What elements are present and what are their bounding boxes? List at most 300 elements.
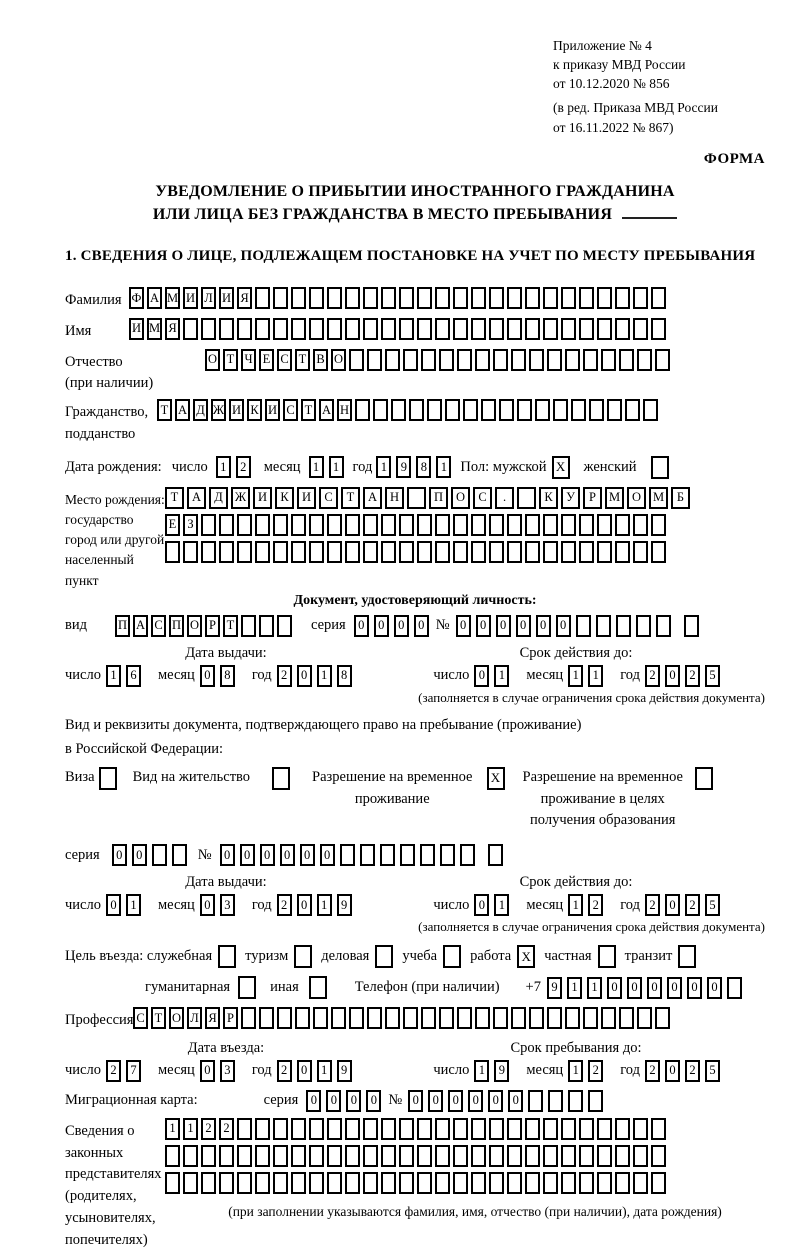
- char-cell: [651, 318, 666, 340]
- citizenship-cells: [157, 399, 661, 421]
- residence-issue-day-cells: [106, 894, 146, 916]
- char-cell: [579, 287, 594, 309]
- char-cell: О: [451, 487, 470, 509]
- char-cell: [493, 349, 508, 371]
- char-cell: М: [147, 318, 162, 340]
- char-cell: 3: [220, 894, 235, 916]
- id-issue-group: [65, 665, 357, 687]
- title-blank-line: [622, 205, 677, 219]
- residence-permit-checkbox: [272, 767, 290, 790]
- char-cell: [529, 1007, 544, 1029]
- entry-dates-row: [65, 1060, 765, 1082]
- char-cell: [183, 1145, 198, 1167]
- char-cell: [327, 287, 342, 309]
- char-cell: [309, 514, 324, 536]
- char-cell: 0: [428, 1090, 443, 1112]
- char-cell: [255, 287, 270, 309]
- char-cell: [633, 1118, 648, 1140]
- char-cell: [471, 287, 486, 309]
- id-expiry-month-cells: [568, 665, 608, 687]
- char-cell: [237, 541, 252, 563]
- purpose-private-checkbox: [598, 945, 616, 968]
- char-cell: [597, 541, 612, 563]
- purpose-official-checkbox: [218, 945, 236, 968]
- char-cell: [553, 399, 568, 421]
- forma-label: ФОРМА: [703, 150, 765, 167]
- residence-series-cells: [112, 844, 192, 866]
- char-cell: [255, 1145, 270, 1167]
- char-cell: [489, 287, 504, 309]
- char-cell: [295, 1007, 310, 1029]
- char-cell: 2: [645, 1060, 660, 1082]
- char-cell: [453, 541, 468, 563]
- char-cell: 0: [667, 977, 682, 999]
- char-cell: [579, 318, 594, 340]
- char-cell: 8: [337, 665, 352, 687]
- char-cell: [399, 287, 414, 309]
- char-cell: С: [319, 487, 338, 509]
- char-cell: [313, 1007, 328, 1029]
- char-cell: [381, 541, 396, 563]
- char-cell: 2: [277, 1060, 292, 1082]
- char-cell: [543, 1145, 558, 1167]
- representatives-row1-cells: [165, 1118, 785, 1140]
- char-cell: 9: [494, 1060, 509, 1082]
- char-cell: [625, 399, 640, 421]
- char-cell: 0: [394, 615, 409, 637]
- char-cell: И: [219, 287, 234, 309]
- residence-expiry-month-cells: [568, 894, 608, 916]
- char-cell: [435, 287, 450, 309]
- char-cell: [409, 399, 424, 421]
- char-cell: [183, 318, 198, 340]
- char-cell: [363, 1145, 378, 1167]
- char-cell: Т: [223, 349, 238, 371]
- char-cell: 0: [508, 1090, 523, 1112]
- residence-issue-heading: Дата выдачи:: [185, 874, 267, 891]
- char-cell: И: [229, 399, 244, 421]
- char-cell: [561, 1118, 576, 1140]
- char-cell: [399, 318, 414, 340]
- char-cell: 0: [320, 844, 335, 866]
- char-cell: [471, 1172, 486, 1194]
- char-cell: О: [627, 487, 646, 509]
- char-cell: 8: [416, 456, 431, 478]
- char-cell: М: [649, 487, 668, 509]
- char-cell: [385, 1007, 400, 1029]
- char-cell: 0: [200, 665, 215, 687]
- char-cell: [291, 318, 306, 340]
- char-cell: [421, 1007, 436, 1029]
- char-cell: П: [115, 615, 130, 637]
- char-cell: 0: [297, 665, 312, 687]
- char-cell: 0: [200, 1060, 215, 1082]
- char-cell: 6: [126, 665, 141, 687]
- char-cell: [651, 541, 666, 563]
- char-cell: [219, 514, 234, 536]
- char-cell: [345, 514, 360, 536]
- residence-options-row: [65, 767, 765, 832]
- char-cell: 0: [220, 844, 235, 866]
- char-cell: Р: [583, 487, 602, 509]
- char-cell: И: [129, 318, 144, 340]
- char-cell: [399, 541, 414, 563]
- purpose-work-checkbox: X: [517, 945, 535, 968]
- residence-series-label: серия: [65, 846, 100, 863]
- char-cell: [561, 1145, 576, 1167]
- char-cell: [561, 514, 576, 536]
- char-cell: [277, 615, 292, 637]
- purpose-humanitarian-checkbox: [238, 976, 256, 999]
- char-cell: [597, 287, 612, 309]
- char-cell: 1: [329, 456, 344, 478]
- char-cell: [651, 287, 666, 309]
- id-kind-label: вид: [65, 617, 87, 634]
- char-cell: Н: [385, 487, 404, 509]
- id-issue-day-label: число: [65, 667, 101, 684]
- char-cell: 1: [165, 1118, 180, 1140]
- char-cell: Я: [237, 287, 252, 309]
- purpose-business-checkbox: [375, 945, 393, 968]
- char-cell: [435, 541, 450, 563]
- char-cell: Т: [223, 615, 238, 637]
- entry-year-label: год: [251, 1062, 272, 1079]
- char-cell: [183, 541, 198, 563]
- id-expiry-day-cells: [474, 665, 514, 687]
- residence-expiry-note: (заполняется в случае ограничения срока действия документа): [418, 919, 765, 935]
- char-cell: 0: [687, 977, 702, 999]
- char-cell: [291, 1118, 306, 1140]
- phone-prefix: +7: [525, 979, 541, 996]
- char-cell: [543, 514, 558, 536]
- char-cell: [237, 1145, 252, 1167]
- entry-date-heading: Дата въезда:: [187, 1039, 265, 1056]
- char-cell: [237, 514, 252, 536]
- entry-date-headings: [65, 1040, 765, 1057]
- char-cell: [489, 318, 504, 340]
- char-cell: Ж: [231, 487, 250, 509]
- char-cell: 0: [297, 894, 312, 916]
- char-cell: [547, 1007, 562, 1029]
- char-cell: [525, 541, 540, 563]
- birthplace-row3-cells: [165, 541, 693, 563]
- char-cell: 0: [354, 615, 369, 637]
- char-cell: [597, 1145, 612, 1167]
- char-cell: [219, 318, 234, 340]
- residence-issue-year-label: год: [251, 896, 272, 913]
- char-cell: 1: [587, 977, 602, 999]
- char-cell: [481, 399, 496, 421]
- appendix-header: [553, 36, 765, 137]
- char-cell: [643, 399, 658, 421]
- char-cell: [507, 1118, 522, 1140]
- char-cell: О: [187, 615, 202, 637]
- birthplace-row: [65, 487, 765, 591]
- char-cell: 0: [326, 1090, 341, 1112]
- char-cell: [601, 1007, 616, 1029]
- char-cell: [417, 1172, 432, 1194]
- entry-month-cells: [200, 1060, 240, 1082]
- representatives-cells: [165, 1118, 785, 1220]
- visa-checkbox: [99, 767, 117, 790]
- id-series-cells: [354, 615, 434, 637]
- char-cell: [327, 1145, 342, 1167]
- char-cell: [381, 287, 396, 309]
- migration-series-label: серия: [263, 1092, 299, 1109]
- char-cell: [340, 844, 355, 866]
- char-cell: 1: [106, 665, 121, 687]
- char-cell: [579, 1145, 594, 1167]
- birthdate-day-cells: [216, 456, 256, 478]
- char-cell: [579, 514, 594, 536]
- char-cell: [237, 1118, 252, 1140]
- char-cell: [399, 1145, 414, 1167]
- char-cell: [453, 318, 468, 340]
- char-cell: 0: [474, 665, 489, 687]
- char-cell: [597, 318, 612, 340]
- char-cell: Р: [205, 615, 220, 637]
- char-cell: Т: [157, 399, 172, 421]
- char-cell: [259, 1007, 274, 1029]
- char-cell: К: [247, 399, 262, 421]
- char-cell: В: [313, 349, 328, 371]
- birthdate-month-cells: [309, 456, 349, 478]
- char-cell: [453, 1118, 468, 1140]
- char-cell: 0: [306, 1090, 321, 1112]
- birthplace-cells: [165, 487, 693, 568]
- char-cell: [273, 1145, 288, 1167]
- char-cell: [403, 1007, 418, 1029]
- char-cell: 5: [705, 665, 720, 687]
- char-cell: 0: [665, 665, 680, 687]
- char-cell: [439, 1007, 454, 1029]
- char-cell: [435, 1172, 450, 1194]
- char-cell: [345, 1118, 360, 1140]
- char-cell: [517, 487, 536, 509]
- char-cell: [385, 349, 400, 371]
- char-cell: [440, 844, 455, 866]
- id-issue-month-label: месяц: [157, 667, 195, 684]
- purpose-other-checkbox: [309, 976, 327, 999]
- char-cell: 0: [240, 844, 255, 866]
- name-row: [65, 318, 765, 343]
- char-cell: [165, 1145, 180, 1167]
- char-cell: Т: [151, 1007, 166, 1029]
- char-cell: [615, 318, 630, 340]
- residence-series-row: [65, 844, 765, 866]
- char-cell: 0: [297, 1060, 312, 1082]
- char-cell: У: [561, 487, 580, 509]
- char-cell: 0: [468, 1090, 483, 1112]
- char-cell: [273, 1172, 288, 1194]
- id-doc-dates-row: [65, 665, 765, 687]
- patronymic-row: [65, 349, 765, 396]
- purpose-tourism-checkbox: [294, 945, 312, 968]
- residence-expiry-day-cells: [474, 894, 514, 916]
- appendix-line: к приказу МВД России: [553, 57, 686, 73]
- char-cell: [327, 541, 342, 563]
- char-cell: [273, 1118, 288, 1140]
- char-cell: 0: [476, 615, 491, 637]
- char-cell: 7: [126, 1060, 141, 1082]
- char-cell: [651, 1172, 666, 1194]
- char-cell: [327, 514, 342, 536]
- char-cell: 5: [705, 894, 720, 916]
- char-cell: 0: [665, 1060, 680, 1082]
- char-cell: [435, 1118, 450, 1140]
- stay-month-cells: [568, 1060, 608, 1082]
- char-cell: 0: [536, 615, 551, 637]
- char-cell: [363, 287, 378, 309]
- char-cell: С: [277, 349, 292, 371]
- char-cell: [417, 1118, 432, 1140]
- option-residence-permit-label: Вид на жительство: [132, 768, 251, 785]
- char-cell: [619, 349, 634, 371]
- citizenship-sublabel: подданство: [65, 425, 136, 442]
- char-cell: [381, 1172, 396, 1194]
- char-cell: [309, 1145, 324, 1167]
- char-cell: [637, 349, 652, 371]
- char-cell: 9: [547, 977, 562, 999]
- char-cell: [309, 541, 324, 563]
- char-cell: [309, 287, 324, 309]
- stay-day-cells: [474, 1060, 514, 1082]
- migration-card-label: Миграционная карта:: [65, 1092, 198, 1109]
- surname-label: Фамилия: [65, 292, 122, 309]
- char-cell: [489, 541, 504, 563]
- residence-expiry-day-label: число: [433, 896, 470, 913]
- char-cell: [633, 1145, 648, 1167]
- char-cell: [255, 514, 270, 536]
- char-cell: [471, 541, 486, 563]
- char-cell: И: [253, 487, 272, 509]
- char-cell: [360, 844, 375, 866]
- char-cell: [651, 1145, 666, 1167]
- migration-series-cells: [306, 1090, 386, 1112]
- char-cell: [511, 1007, 526, 1029]
- char-cell: [403, 349, 418, 371]
- char-cell: [201, 1145, 216, 1167]
- char-cell: [445, 399, 460, 421]
- char-cell: [399, 514, 414, 536]
- surname-cells: [129, 287, 669, 309]
- char-cell: [219, 1172, 234, 1194]
- char-cell: Т: [165, 487, 184, 509]
- char-cell: [255, 1172, 270, 1194]
- char-cell: [529, 349, 544, 371]
- char-cell: [507, 541, 522, 563]
- char-cell: 5: [705, 1060, 720, 1082]
- char-cell: [471, 1118, 486, 1140]
- id-expiry-heading: Срок действия до:: [519, 644, 633, 661]
- stay-month-label: месяц: [526, 1062, 564, 1079]
- purpose-business: деловая: [321, 945, 393, 968]
- char-cell: [355, 399, 370, 421]
- char-cell: [597, 514, 612, 536]
- migration-card-row: [65, 1090, 765, 1112]
- char-cell: [363, 1172, 378, 1194]
- char-cell: П: [169, 615, 184, 637]
- char-cell: 0: [346, 1090, 361, 1112]
- char-cell: [399, 1118, 414, 1140]
- char-cell: 2: [685, 894, 700, 916]
- char-cell: [597, 1118, 612, 1140]
- char-cell: [345, 1172, 360, 1194]
- char-cell: [172, 844, 187, 866]
- char-cell: [381, 1118, 396, 1140]
- representatives-label: Сведения о законных представителях (родителях, усыновителях, попечителях): [65, 1122, 162, 1248]
- form-title-line1: УВЕДОМЛЕНИЕ О ПРИБЫТИИ ИНОСТРАННОГО ГРАЖДАНИНА: [155, 182, 675, 200]
- char-cell: 2: [219, 1118, 234, 1140]
- id-doc-date-headings: [65, 645, 765, 662]
- char-cell: 1: [568, 894, 583, 916]
- char-cell: [616, 615, 631, 637]
- citizenship-row: [65, 399, 765, 446]
- residence-expiry-heading: Срок действия до:: [519, 874, 633, 891]
- char-cell: 0: [366, 1090, 381, 1112]
- char-cell: [417, 514, 432, 536]
- char-cell: 2: [588, 894, 603, 916]
- char-cell: [380, 844, 395, 866]
- char-cell: [637, 1007, 652, 1029]
- char-cell: [597, 1172, 612, 1194]
- birthdate-row: [65, 456, 765, 479]
- char-cell: О: [331, 349, 346, 371]
- char-cell: [241, 615, 256, 637]
- char-cell: 2: [685, 665, 700, 687]
- char-cell: [517, 399, 532, 421]
- char-cell: 9: [337, 894, 352, 916]
- char-cell: [589, 399, 604, 421]
- char-cell: 2: [277, 894, 292, 916]
- purpose-work: работа X: [470, 945, 535, 968]
- char-cell: [457, 1007, 472, 1029]
- char-cell: [273, 318, 288, 340]
- char-cell: 1: [494, 665, 509, 687]
- id-doc-row: [65, 615, 765, 637]
- char-cell: [291, 1145, 306, 1167]
- char-cell: [417, 1145, 432, 1167]
- entry-year-cells: [277, 1060, 357, 1082]
- char-cell: [453, 287, 468, 309]
- char-cell: [535, 399, 550, 421]
- char-cell: 1: [317, 665, 332, 687]
- id-issue-heading: Дата выдачи:: [185, 644, 267, 661]
- char-cell: [381, 318, 396, 340]
- char-cell: [183, 1172, 198, 1194]
- purpose-other-label: иная: [270, 979, 299, 996]
- representatives-note: (при заполнении указываются фамилия, имя, отчество (при наличии), дата рождения): [228, 1203, 722, 1219]
- char-cell: 1: [436, 456, 451, 478]
- profession-cells: [133, 1007, 673, 1029]
- edition-line: от 16.11.2022 № 867): [553, 119, 674, 135]
- char-cell: [417, 287, 432, 309]
- char-cell: И: [183, 287, 198, 309]
- char-cell: [507, 318, 522, 340]
- birthplace-row1-cells: [165, 487, 693, 509]
- id-expiry-note: (заполняется в случае ограничения срока действия документа): [418, 689, 765, 705]
- purpose-private: частная: [544, 945, 615, 968]
- char-cell: [345, 318, 360, 340]
- char-cell: [255, 1118, 270, 1140]
- char-cell: [488, 844, 503, 866]
- id-issue-day-cells: [106, 665, 146, 687]
- char-cell: [399, 1172, 414, 1194]
- char-cell: 1: [317, 1060, 332, 1082]
- char-cell: [273, 514, 288, 536]
- char-cell: [421, 349, 436, 371]
- char-cell: Я: [165, 318, 180, 340]
